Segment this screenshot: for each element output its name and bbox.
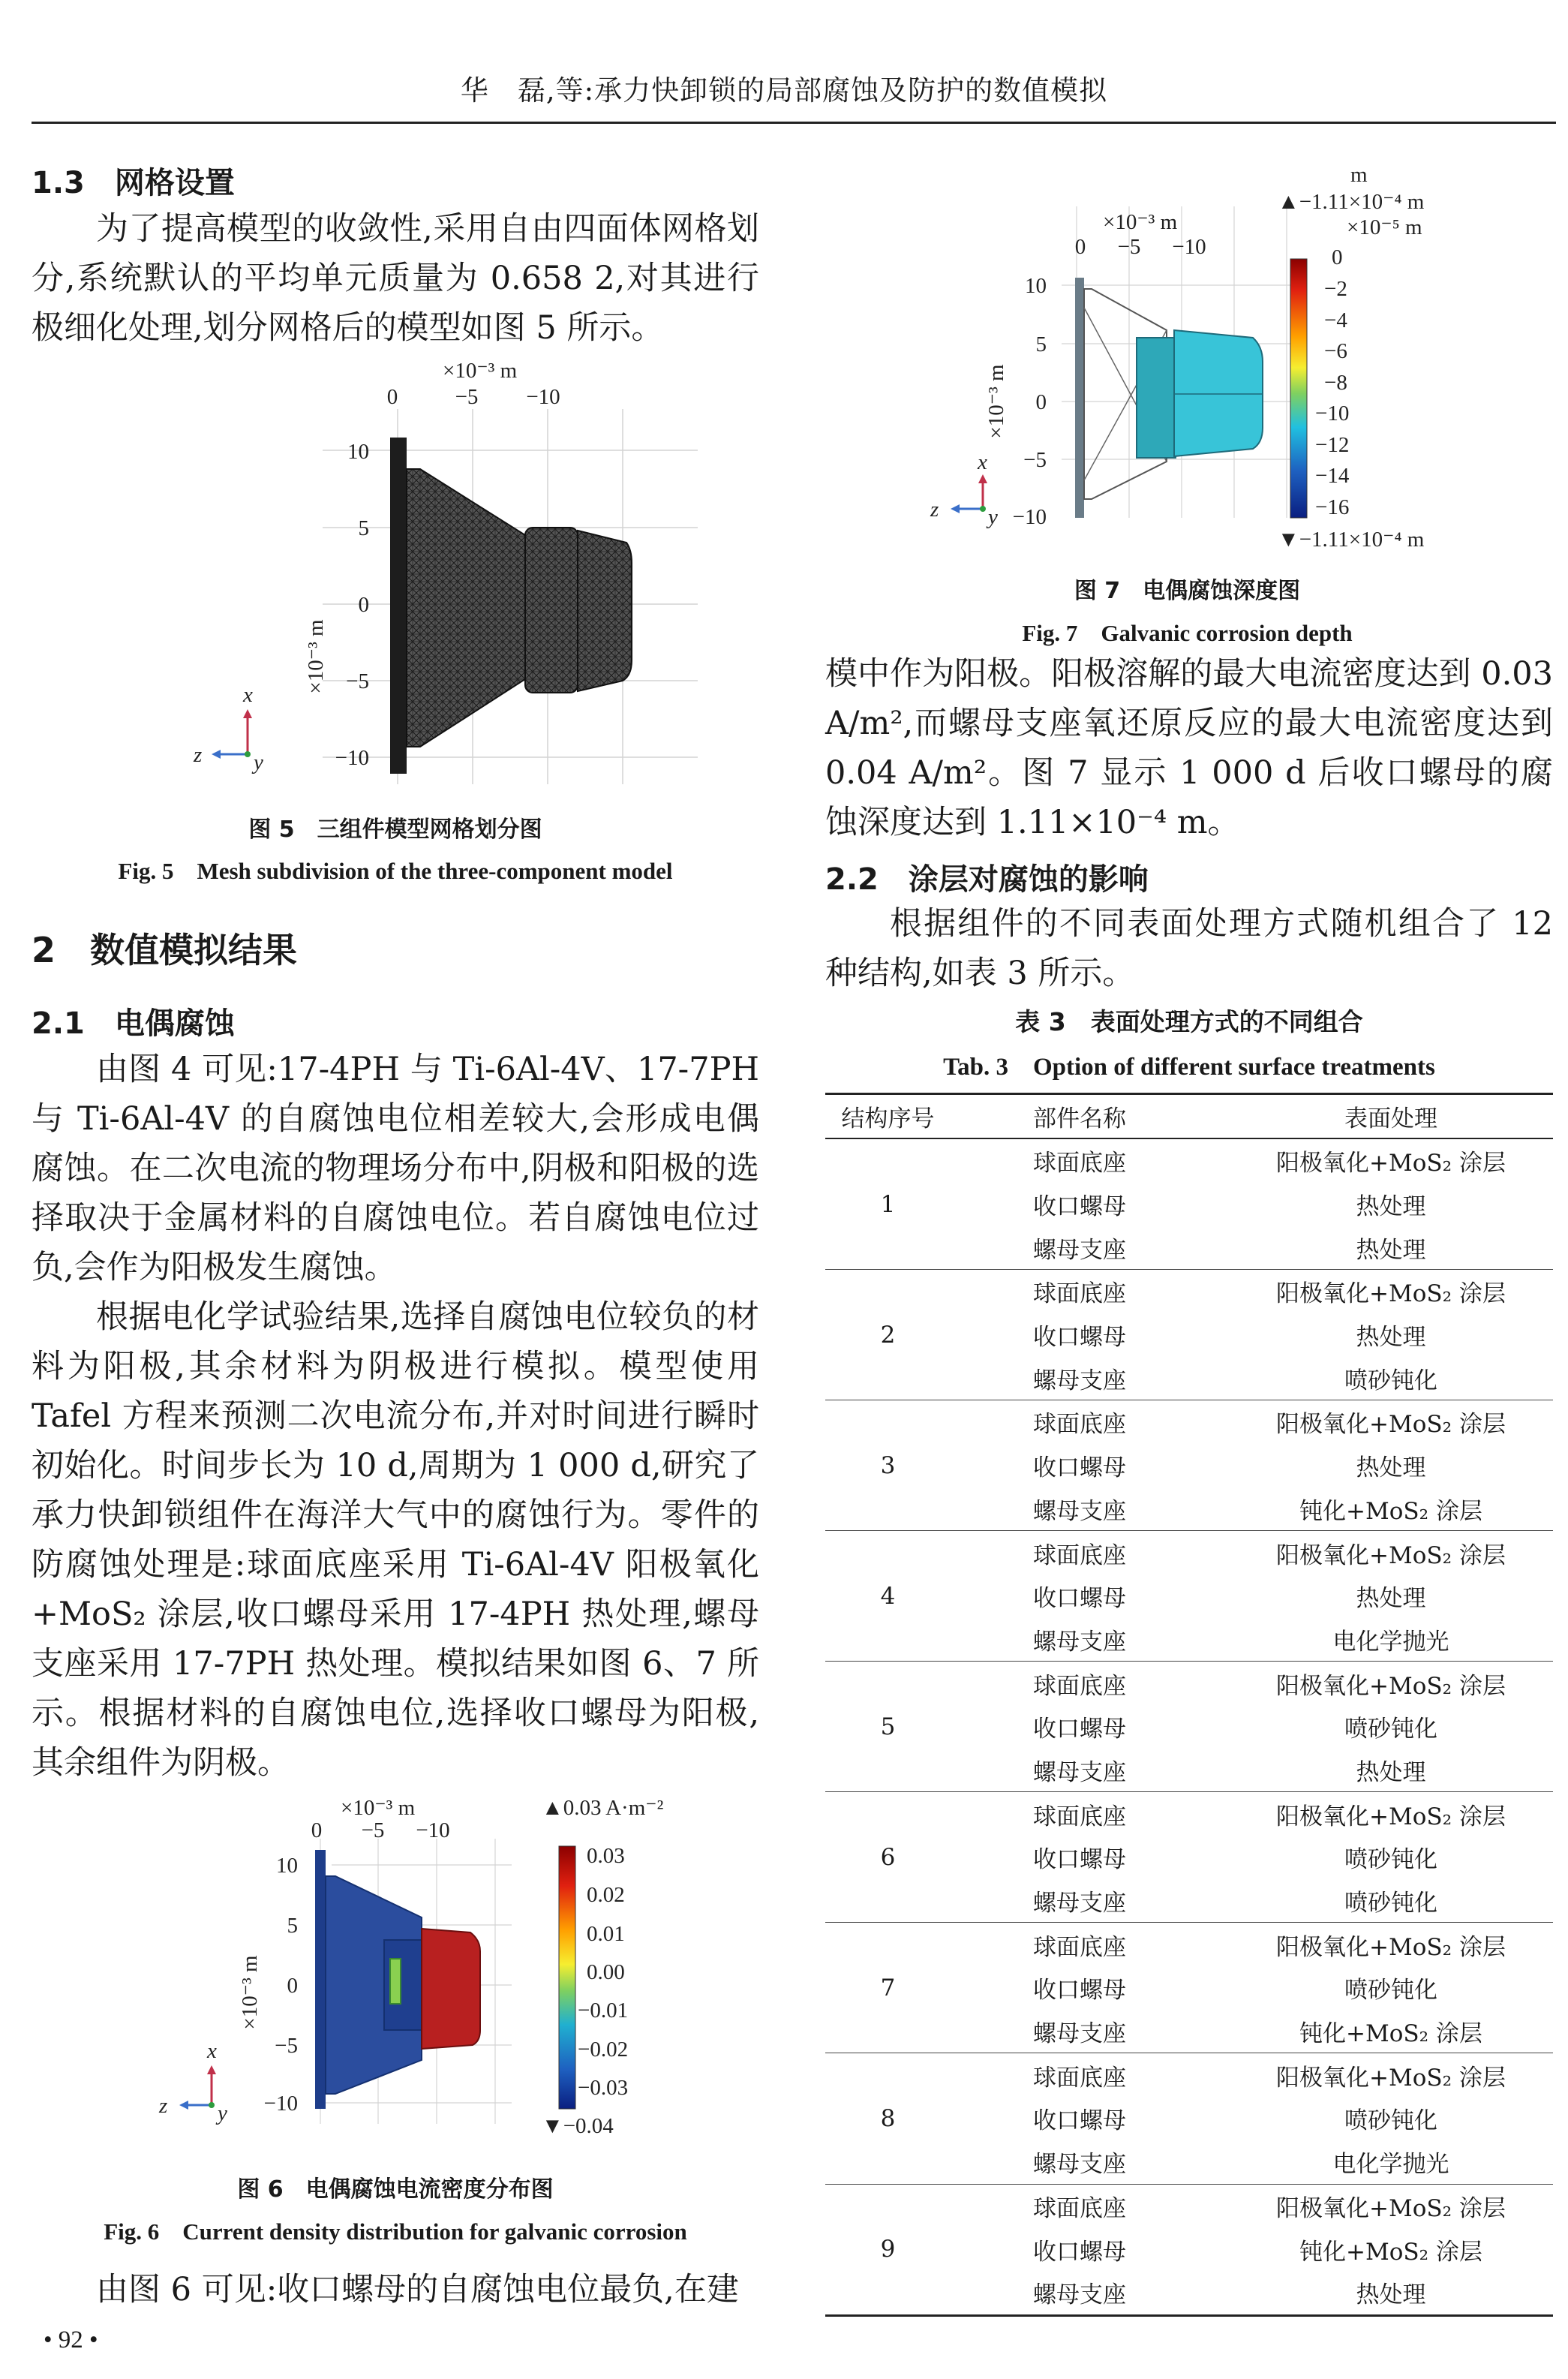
figure-7-caption-cn: 图 7 电偶腐蚀深度图 (1074, 578, 1301, 604)
figure-7-caption-en: Fig. 7 Galvanic corrosion depth (1022, 620, 1353, 646)
surface-treatment-cell: 喷砂钝化 (1344, 1716, 1437, 1743)
mesh-nut (525, 528, 578, 693)
tick-label: −10 (263, 2092, 298, 2116)
scale-tick: −16 (1315, 495, 1350, 519)
triad-y-label: y (254, 750, 263, 774)
axis-triad (158, 2039, 227, 2125)
table-row (825, 1531, 1553, 1574)
structure-id-cell: 9 (825, 2184, 951, 2315)
part-name-cell: 球面底座 (1033, 1541, 1126, 1569)
figure-5-mesh-plot (173, 356, 758, 803)
part-name-cell: 收口螺母 (1033, 1716, 1126, 1743)
left-unit-label: ×10⁻³ m (238, 1955, 262, 2030)
part-name-cell: 螺母支座 (951, 2271, 1229, 2315)
scale-tick: 0.03 (587, 1844, 625, 1868)
part-name-cell: 螺母支座 (951, 2140, 1229, 2184)
scale-tick: −8 (1324, 371, 1347, 395)
paragraph: 由图 4 可见:17-4PH 与 Ti-6Al-4V、17-7PH 与 Ti-6Al-4V 的自腐蚀电位相差较大,会形成电偶腐蚀。在二次电流的物理场分布中,阴极和阳极的选择取决于金属材料的自腐蚀电位。若自腐蚀电位过负,会作为阳极发生腐蚀。 (32, 1051, 759, 1286)
tick-label: 0 (1074, 235, 1086, 259)
triad-z-label: z (194, 743, 203, 767)
figure-5-caption-cn: 图 5 三组件模型网格划分图 (248, 817, 542, 843)
scale-tick: −0.02 (578, 2038, 629, 2062)
tick-label: 5 (1035, 332, 1047, 356)
surface-treatment-cell: 阳极氧化+MoS₂ 涂层 (1276, 1803, 1506, 1830)
structure-id-cell: 7 (825, 1923, 951, 2053)
scale-tick: −4 (1324, 308, 1347, 332)
surface-treatment-cell: 阳极氧化+MoS₂ 涂层 (1276, 2064, 1506, 2092)
table-3-title-cn: 表 3 表面处理方式的不同组合 (1015, 1007, 1363, 1036)
paragraph: 根据电化学试验结果,选择自腐蚀电位较负的材料为阳极,其余材料为阴极进行模拟。模型使用 Tafel 方程来预测二次电流分布,并对时间进行瞬时初始化。时间步长为 10 d,周期为 1 000 d,研究了承力快卸锁组件在海洋大气中的腐蚀行为。零件的防腐蚀处理是:球面底座采用 Ti-6Al-4V 阳极氧化+MoS₂ 涂层,收口螺母采用 17-4PH 热处理,螺母支座采用 17-7PH 热处理。模拟结果如图 6、7 所示。根据材料的自腐蚀电位,选择收口螺母为阳极,其余组件为阴极。 (32, 1298, 759, 1782)
part-name-cell: 球面底座 (1033, 1672, 1126, 1700)
part-name-cell: 收口螺母 (1033, 2107, 1126, 2135)
part-name-cell: 球面底座 (1033, 1411, 1126, 1439)
table-row (825, 1923, 1553, 1966)
triad-z-label: z (930, 498, 939, 522)
tick-label: −10 (416, 1818, 450, 1842)
surface-treatment-cell: 热处理 (1229, 2271, 1553, 2315)
paragraph: 由图 6 可见:收口螺母的自腐蚀电位最负,在建 (96, 2271, 739, 2308)
surface-treatment-cell: 热处理 (1356, 1193, 1426, 1221)
structure-id-cell: 8 (825, 2053, 951, 2184)
closing-text-left (32, 2265, 759, 2314)
part-name-cell: 收口螺母 (1033, 2238, 1126, 2266)
part-name-cell: 螺母支座 (951, 2010, 1229, 2053)
surface-treatment-cell: 钝化+MoS₂ 涂层 (1229, 1487, 1553, 1531)
figure-6-caption-cn: 图 6 电偶腐蚀电流密度分布图 (237, 2176, 554, 2203)
part-name-cell: 球面底座 (1033, 1933, 1126, 1961)
part-name-cell: 螺母支座 (951, 1618, 1229, 1662)
surface-treatment-cell: 阳极氧化+MoS₂ 涂层 (1276, 1672, 1506, 1700)
surface-treatment-cell: 热处理 (1356, 1585, 1426, 1613)
surface-treatment-cell: 喷砂钝化 (1344, 1846, 1437, 1874)
page-number: • 92 • (44, 2326, 98, 2353)
triad-y-label: y (988, 505, 998, 529)
figure-6-caption-en: Fig. 6 Current density distribution for galvanic corrosion (104, 2218, 687, 2245)
left-unit-label: ×10⁻³ m (984, 364, 1008, 439)
surface-treatment-cell: 阳极氧化+MoS₂ 涂层 (1276, 2194, 1506, 2222)
tick-label: −5 (346, 669, 369, 693)
colorbar (559, 1846, 575, 2109)
mesh-base-plate (390, 438, 407, 774)
table-row (825, 1662, 1553, 1705)
figure-7 (822, 150, 1553, 559)
figure-6-current-density-plot (32, 1794, 759, 2161)
triad-x-label: x (207, 2039, 217, 2063)
part-name-cell: 螺母支座 (951, 1356, 1229, 1400)
table-header-row (825, 1094, 1553, 1139)
max-label: ▲−1.11×10⁻⁴ m (1278, 190, 1425, 214)
structure-id-cell: 2 (825, 1270, 951, 1400)
figure-5-caption-en: Fig. 5 Mesh subdivision of the three-component model (118, 858, 673, 884)
part-name-cell: 球面底座 (1033, 2194, 1126, 2222)
tick-label: 5 (287, 1914, 298, 1938)
triad-x-label: x (243, 683, 253, 707)
surface-treatment-cell: 阳极氧化+MoS₂ 涂层 (1276, 1933, 1506, 1961)
surface-treatment-cell: 喷砂钝化 (1229, 1356, 1553, 1400)
mesh-nut-cap (578, 531, 632, 691)
scale-tick: 0 (1332, 245, 1343, 269)
tick-label: 0 (311, 1818, 323, 1842)
tick-label: 0 (358, 593, 369, 617)
scale-tick: −0.01 (578, 1999, 629, 2023)
structure-id-cell: 6 (825, 1792, 951, 1923)
table-3-grid (825, 1093, 1553, 2317)
triad-z-label: z (159, 2094, 168, 2118)
surface-treatment-cell: 钝化+MoS₂ 涂层 (1229, 2010, 1553, 2053)
max-label: ▲0.03 A·m⁻² (542, 1796, 664, 1820)
top-unit-label: ×10⁻³ m (341, 1796, 416, 1820)
section-2-2-heading: 2.2 涂层对腐蚀的影响 (825, 862, 1149, 897)
part-name-cell: 收口螺母 (1033, 1193, 1126, 1221)
tick-label: −5 (361, 1818, 385, 1842)
table-row (825, 2053, 1553, 2097)
table-row (825, 1792, 1553, 1836)
table-3 (825, 1093, 1553, 2317)
surface-treatment-cell: 阳极氧化+MoS₂ 涂层 (1276, 1150, 1506, 1177)
section-1-3-text (32, 204, 759, 353)
figure-6 (32, 1794, 759, 2161)
part-name-cell: 球面底座 (1033, 2064, 1126, 2092)
header-cell: 部件名称 (951, 1094, 1229, 1139)
surface-treatment-cell: 电化学抛光 (1229, 2140, 1553, 2184)
section-1-3-heading: 1.3 网格设置 (32, 166, 235, 200)
nut-inner (1137, 338, 1176, 458)
surface-treatment-cell: 喷砂钝化 (1229, 1879, 1553, 1923)
table-3-title-en: Tab. 3 Option of different surface treatments (943, 1054, 1435, 1081)
part-name-cell: 收口螺母 (1033, 1324, 1126, 1352)
unit-label: m (1350, 163, 1368, 187)
paragraph: 根据组件的不同表面处理方式随机组合了 12 种结构,如表 3 所示。 (825, 905, 1553, 992)
surface-treatment-cell: 热处理 (1229, 1226, 1553, 1269)
structure-id-cell: 3 (825, 1400, 951, 1531)
top-unit-label: ×10⁻³ m (443, 359, 518, 383)
header-rule (32, 122, 1556, 124)
part-name-cell: 螺母支座 (951, 1879, 1229, 1923)
section-2-heading: 2 数值模拟结果 (32, 930, 298, 970)
surface-treatment-cell: 阳极氧化+MoS₂ 涂层 (1276, 1541, 1506, 1569)
left-unit-label: ×10⁻³ m (304, 619, 328, 694)
triad-y-label: y (218, 2101, 227, 2125)
running-header: 华 磊,等:承力快卸锁的局部腐蚀及防护的数值模拟 (460, 74, 1108, 107)
tick-label: 0 (1035, 390, 1047, 414)
structure-id-cell: 4 (825, 1531, 951, 1662)
table-row (825, 1270, 1553, 1313)
tick-label: 10 (1025, 274, 1047, 298)
min-label: ▼−1.11×10⁻⁴ m (1278, 528, 1425, 552)
part-name-cell: 球面底座 (1033, 1150, 1126, 1177)
scale-tick: −0.03 (578, 2076, 629, 2100)
part-name-cell: 螺母支座 (951, 1226, 1229, 1269)
part-name-cell: 螺母支座 (951, 1487, 1229, 1531)
tick-label: −10 (335, 746, 369, 770)
table-row (825, 2184, 1553, 2227)
base-plate (1075, 278, 1084, 518)
tick-label: 5 (358, 516, 369, 540)
top-unit-label: ×10⁻³ m (1103, 210, 1178, 234)
part-name-cell: 螺母支座 (951, 1749, 1229, 1792)
scale-tick: −10 (1315, 402, 1350, 426)
tick-label: 0 (386, 385, 398, 409)
surface-treatment-cell: 热处理 (1356, 1324, 1426, 1352)
axis-triad (193, 683, 263, 774)
part-name-cell: 收口螺母 (1033, 1977, 1126, 2005)
part-name-cell: 收口螺母 (1033, 1454, 1126, 1482)
hot-spot (390, 1959, 401, 2004)
part-name-cell: 球面底座 (1033, 1280, 1126, 1308)
scale-unit-label: ×10⁻⁵ m (1347, 215, 1422, 239)
tick-label: 0 (287, 1974, 298, 1998)
tick-label: −5 (455, 385, 479, 409)
scale-tick: 0.01 (587, 1922, 625, 1946)
surface-treatment-cell: 喷砂钝化 (1344, 1977, 1437, 2005)
axis-triad (930, 450, 998, 529)
figure-5 (173, 356, 758, 803)
surface-treatment-cell: 钝化+MoS₂ 涂层 (1299, 2238, 1482, 2266)
tick-label: 10 (276, 1854, 298, 1878)
table-row (825, 1138, 1553, 1183)
scale-tick: −12 (1315, 433, 1350, 457)
tick-label: −5 (1023, 448, 1047, 472)
scale-tick: −14 (1315, 464, 1350, 488)
section-2-1-text (32, 1045, 759, 1788)
table-row (825, 1400, 1553, 1444)
tick-label: −5 (1117, 235, 1141, 259)
colorbar (1290, 259, 1307, 518)
scale-tick: −2 (1324, 277, 1347, 301)
part-name-cell: 收口螺母 (1033, 1585, 1126, 1613)
surface-treatment-cell: 阳极氧化+MoS₂ 涂层 (1276, 1280, 1506, 1308)
tick-label: −10 (1172, 235, 1206, 259)
paragraph: 为了提高模型的收敛性,采用自由四面体网格划分,系统默认的平均单元质量为 0.658 2,对其进行极细化处理,划分网格后的模型如图 5 所示。 (32, 210, 759, 347)
section-2-1-heading: 2.1 电偶腐蚀 (32, 1006, 235, 1041)
tick-label: −10 (1012, 505, 1047, 529)
tick-label: −5 (275, 2034, 298, 2058)
scale-tick: 0.02 (587, 1883, 625, 1907)
figure-7-corrosion-depth-plot (822, 150, 1553, 559)
paragraph: 模中作为阳极。阳极溶解的最大电流密度达到 0.03 A/m²,而螺母支座氧还原反应的最大电流密度达到0.04 A/m²。图 7 显示 1 000 d 后收口螺母的腐蚀深度达到 1.11×10⁻⁴ m。 (825, 655, 1553, 841)
surface-treatment-cell: 热处理 (1356, 1454, 1426, 1482)
surface-treatment-cell: 热处理 (1229, 1749, 1553, 1792)
header-cell: 表面处理 (1229, 1094, 1553, 1139)
structure-id-cell: 1 (825, 1138, 951, 1270)
tick-label: 10 (347, 440, 369, 464)
nut-anode (422, 1929, 480, 2049)
section-2-2-text (825, 899, 1553, 998)
surface-treatment-cell: 阳极氧化+MoS₂ 涂层 (1276, 1411, 1506, 1439)
right-text-1 (825, 649, 1553, 847)
surface-treatment-cell: 电化学抛光 (1229, 1618, 1553, 1662)
header-cell: 结构序号 (825, 1094, 951, 1139)
triad-x-label: x (978, 450, 987, 474)
part-name-cell: 收口螺母 (1033, 1846, 1126, 1874)
scale-tick: −6 (1324, 339, 1347, 363)
structure-id-cell: 5 (825, 1662, 951, 1792)
scale-tick: 0.00 (587, 1960, 625, 1984)
base-plate (315, 1850, 326, 2109)
part-name-cell: 球面底座 (1033, 1803, 1126, 1830)
surface-treatment-cell: 喷砂钝化 (1344, 2107, 1437, 2135)
min-label: ▼−0.04 (542, 2114, 614, 2138)
nut-anode (1174, 330, 1263, 456)
tick-label: −10 (526, 385, 560, 409)
mesh-cone (407, 469, 525, 747)
